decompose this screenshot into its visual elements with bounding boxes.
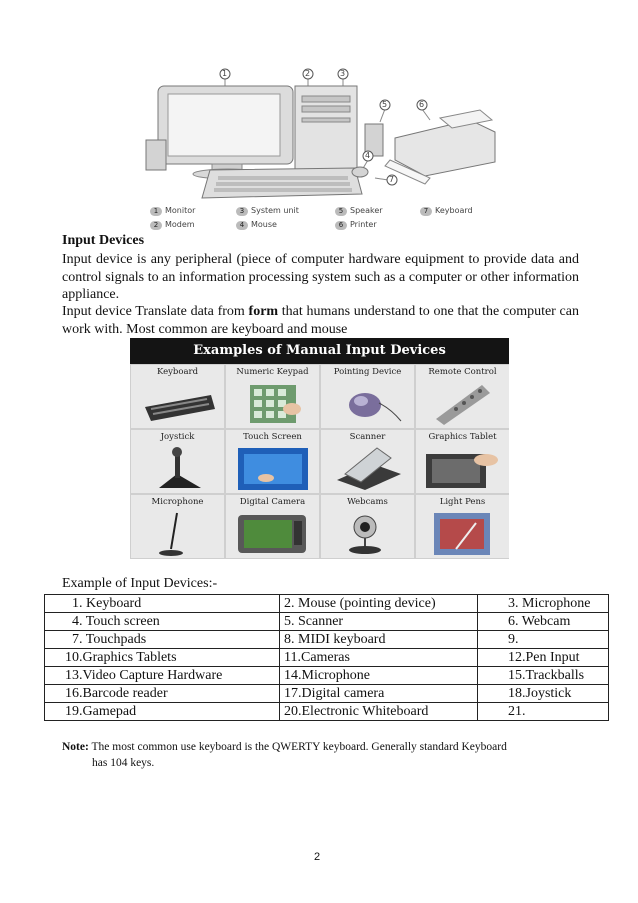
table-cell: 9. xyxy=(478,631,609,649)
legend-item: 6 Printer xyxy=(335,220,377,230)
table-cell: 5. Scanner xyxy=(280,613,478,631)
callout-1: 1 xyxy=(222,69,228,78)
scanner-icon xyxy=(321,444,414,492)
cell-graphics-tablet: Graphics Tablet xyxy=(416,430,509,493)
cell-joystick: Joystick xyxy=(131,430,224,493)
cell-pointing-device: Pointing Device xyxy=(321,365,414,428)
legend-item: 3 System unit xyxy=(236,206,299,216)
table-caption: Example of Input Devices:- xyxy=(62,576,218,591)
remote-icon xyxy=(416,379,509,427)
legend-item: 5 Speaker xyxy=(335,206,383,216)
mouse-icon xyxy=(321,379,414,427)
table-cell: 12.Pen Input xyxy=(478,649,609,667)
input-devices-table xyxy=(44,594,609,721)
cell-light-pens: Light Pens xyxy=(416,495,509,558)
table-cell: 8. MIDI keyboard xyxy=(280,631,478,649)
table-cell: 14.Microphone xyxy=(280,667,478,685)
cell-keyboard: Keyboard xyxy=(131,365,224,428)
table-row xyxy=(45,631,609,649)
cell-touch-screen: Touch Screen xyxy=(226,430,319,493)
table-cell: 7. Touchpads xyxy=(45,631,280,649)
table-row xyxy=(45,685,609,703)
table-cell: 3. Microphone xyxy=(478,595,609,613)
callout-2: 2 xyxy=(305,69,311,78)
note-label: Note: xyxy=(62,741,89,753)
webcam-icon xyxy=(321,509,414,557)
computer-system-figure xyxy=(140,60,510,230)
camera-icon xyxy=(226,509,319,557)
note-continuation: has 104 keys. xyxy=(92,757,155,769)
table-row xyxy=(45,613,609,631)
callout-4: 4 xyxy=(365,151,371,160)
table-cell: 18.Joystick xyxy=(478,685,609,703)
table-cell: 11.Cameras xyxy=(280,649,478,667)
note-text: The most common use keyboard is the QWERTY keyboard. Generally standard Keyboard xyxy=(88,741,507,753)
light-pen-icon xyxy=(416,509,509,557)
manual-input-devices-figure xyxy=(130,338,509,559)
table-cell: 21. xyxy=(478,703,609,721)
legend-item: 1 Monitor xyxy=(150,206,195,216)
computer-illustration xyxy=(140,60,510,230)
table-cell: 10.Graphics Tablets xyxy=(45,649,280,667)
keyboard-icon xyxy=(131,379,224,427)
table-cell: 16.Barcode reader xyxy=(45,685,280,703)
callout-6: 6 xyxy=(419,100,425,109)
table-cell: 15.Trackballs xyxy=(478,667,609,685)
table-row xyxy=(45,667,609,685)
touch-screen-icon xyxy=(226,444,319,492)
table-cell: 6. Webcam xyxy=(478,613,609,631)
page-number: 2 xyxy=(314,851,321,863)
cell-numeric-keypad: Numeric Keypad xyxy=(226,365,319,428)
graphics-tablet-icon xyxy=(416,444,509,492)
section-heading: Input Devices xyxy=(62,233,145,248)
table-row xyxy=(45,595,609,613)
table-cell: 4. Touch screen xyxy=(45,613,280,631)
note xyxy=(62,739,507,755)
cell-remote-control: Remote Control xyxy=(416,365,509,428)
callout-3: 3 xyxy=(340,69,346,78)
legend-item: 2 Modem xyxy=(150,220,195,230)
callout-7: 7 xyxy=(389,175,395,184)
table-cell: 2. Mouse (pointing device) xyxy=(280,595,478,613)
cell-scanner: Scanner xyxy=(321,430,414,493)
table-row xyxy=(45,703,609,721)
table-row xyxy=(45,649,609,667)
translate-paragraph: Input device Translate data from form that humans understand to one that the computer can work with. Most common are keyboard and mouse xyxy=(62,304,579,337)
callout-5: 5 xyxy=(382,100,388,109)
bold-term: form xyxy=(248,304,279,319)
table-cell: 17.Digital camera xyxy=(280,685,478,703)
joystick-icon xyxy=(131,444,224,492)
table-cell: 20.Electronic Whiteboard xyxy=(280,703,478,721)
table-cell: 19.Gamepad xyxy=(45,703,280,721)
definition-paragraph: Input device is any peripheral (piece of computer hardware equipment to provide data and control signals to an information processing system such as a computer or other information appliance. xyxy=(62,252,579,302)
legend-item: 4 Mouse xyxy=(236,220,277,230)
cell-digital-camera: Digital Camera xyxy=(226,495,319,558)
table-cell: 13.Video Capture Hardware xyxy=(45,667,280,685)
keypad-icon xyxy=(226,379,319,427)
cell-microphone: Microphone xyxy=(131,495,224,558)
cell-webcams: Webcams xyxy=(321,495,414,558)
legend-item: 7 Keyboard xyxy=(420,206,473,216)
table-cell: 1. Keyboard xyxy=(45,595,280,613)
microphone-icon xyxy=(131,509,224,557)
figure-title: Examples of Manual Input Devices xyxy=(130,338,509,364)
